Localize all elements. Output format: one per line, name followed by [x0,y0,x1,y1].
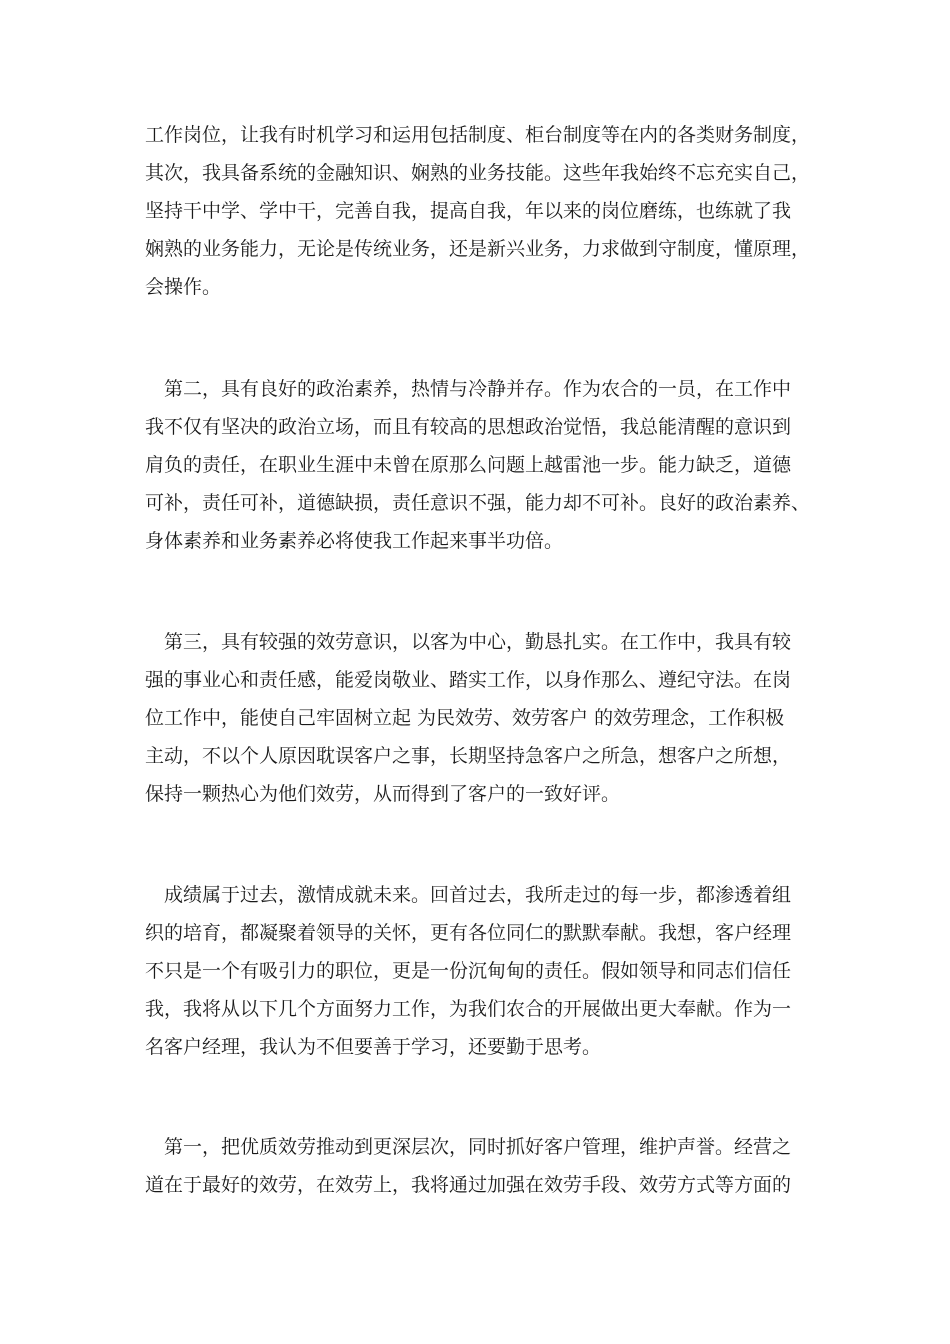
paragraph-3 [145,623,815,813]
paragraph-line: 肩负的责任，在职业生涯中未曾在原那么问题上越雷池一步。能力缺乏，道德 [145,454,792,476]
paragraph-line: 工作岗位，让我有时机学习和运用包括制度、柜台制度等在内的各类财务制度， [145,124,811,146]
paragraph-4 [145,876,815,1066]
paragraph-line: 娴熟的业务能力，无论是传统业务，还是新兴业务，力求做到守制度，懂原理， [145,238,811,260]
paragraph-line: 名客户经理，我认为不但要善于学习，还要勤于思考。 [145,1036,602,1058]
paragraph-line: 我不仅有坚决的政治立场，而且有较高的思想政治觉悟，我总能清醒的意识到 [145,416,792,438]
paragraph-2 [145,370,815,560]
paragraph-line: 我，我将从以下几个方面努力工作，为我们农合的开展做出更大奉献。作为一 [145,998,792,1020]
paragraph-line: 坚持干中学、学中干，完善自我，提高自我，年以来的岗位磨练，也练就了我 [145,200,792,222]
paragraph-line: 强的事业心和责任感，能爱岗敬业、踏实工作，以身作那么、遵纪守法。在岗 [145,669,792,691]
paragraph-line: 第二，具有良好的政治素养，热情与冷静并存。作为农合的一员，在工作中 [164,378,792,400]
paragraph-5 [145,1128,815,1204]
paragraph-line: 主动，不以个人原因耽误客户之事，长期坚持急客户之所急，想客户之所想， [145,745,792,767]
paragraph-line: 位工作中，能使自己牢固树立起 为民效劳、效劳客户 的效劳理念，工作积极 [145,707,785,729]
paragraph-line: 身体素养和业务素养必将使我工作起来事半功倍。 [145,530,564,552]
paragraph-line: 第三，具有较强的效劳意识，以客为中心，勤恳扎实。在工作中，我具有较 [164,631,792,653]
paragraph-line: 成绩属于过去，激情成就未来。回首过去，我所走过的每一步，都渗透着组 [164,884,792,906]
paragraph-line: 其次，我具备系统的金融知识、娴熟的业务技能。这些年我始终不忘充实自己， [145,162,811,184]
paragraph-1 [145,116,815,306]
paragraph-line: 第一，把优质效劳推动到更深层次，同时抓好客户管理，维护声誉。经营之 [164,1136,792,1158]
paragraph-line: 不只是一个有吸引力的职位，更是一份沉甸甸的责任。假如领导和同志们信任 [145,960,792,982]
paragraph-line: 会操作。 [145,276,222,298]
paragraph-line: 可补，责任可补，道德缺损，责任意识不强，能力却不可补。良好的政治素养、 [145,492,811,514]
paragraph-line: 道在于最好的效劳，在效劳上，我将通过加强在效劳手段、效劳方式等方面的 [145,1174,792,1196]
paragraph-line: 织的培育，都凝聚着领导的关怀，更有各位同仁的默默奉献。我想，客户经理 [145,922,792,944]
paragraph-line: 保持一颗热心为他们效劳，从而得到了客户的一致好评。 [145,783,621,805]
